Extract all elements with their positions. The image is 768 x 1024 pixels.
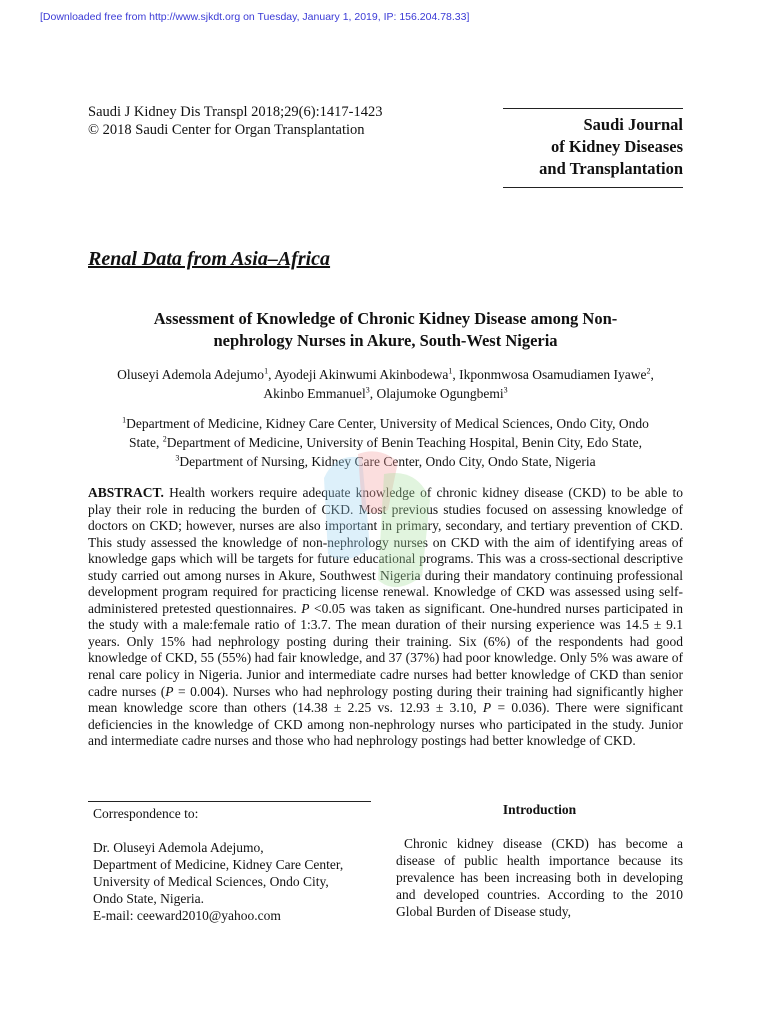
author-list [88,365,683,403]
affiliation-marker: 2 [646,366,651,376]
author-name: Oluseyi Ademola Adejumo [117,367,265,382]
affiliation-marker: 3 [175,453,180,463]
affiliation-text: Department of Nursing, Kidney Care Center, Ondo City, Ondo State, Nigeria [179,454,596,469]
affiliation-line [88,452,683,471]
affiliation-marker: 1 [264,366,269,376]
citation-line: Saudi J Kidney Dis Transpl 2018;29(6):1417-1423 [88,104,383,120]
correspondence-address-line: Department of Medicine, Kidney Care Center, [93,857,344,872]
correspondence-block [93,805,378,924]
abstract-text: <0.05 was taken as significant. One-hundred nurses participated in the study with a male:female ratio of 1:3.7. The mean duration of their nursing experience was 14.5 ± 9.1 years. Only 15% had nephrology posting during their training. Six (6%) of the respondents had good knowledge of CKD, 55 (55%) had fair knowledge, and 37 (37%) had poor knowledge. Only 5% was aware of renal care policy in Nigeria. Junior and intermediate cadre nurses had better knowledge of CKD than senior cadre nurses ( [88,600,683,699]
author-separator: , [650,367,654,382]
journal-name-line: and Transplantation [539,159,683,178]
article-title [88,308,683,352]
correspondence-heading: Correspondence to: [93,806,199,821]
affiliation-text: Department of Medicine, Kidney Care Center, University of Medical Sciences, Ondo City, Ondo [126,416,649,431]
affiliation-text: State, [129,435,163,450]
affiliation-list [88,414,683,471]
author-name: Akinbo Emmanuel [263,386,366,401]
correspondence-email: E-mail: ceeward2010@yahoo.com [93,908,281,923]
abstract-text: = 0.036). There were significant deficiencies in the knowledge of CKD among non-nephrology nurses who participated in the study. Junior and intermediate cadre nurses and those who had nephrology postings had better knowledge of CKD. [88,700,683,749]
correspondence-rule [88,801,371,802]
title-line: nephrology Nurses in Akure, South-West Nigeria [213,331,558,350]
correspondence-address-line: Ondo State, Nigeria. [93,891,204,906]
affiliation-line [88,414,683,433]
title-line: Assessment of Knowledge of Chronic Kidney Disease among Non- [153,309,618,328]
affiliation-marker: 2 [162,434,167,444]
abstract-text: Health workers require adequate knowledge of chronic kidney disease (CKD) to be able to play their role in reducing the burden of CKD. Most previous studies focused on assessing knowledge of doctors on CKD; however, nurses are also important in primary, secondary, and tertiary prevention of CKD. This study assessed the knowledge of non-nephrology nurses on CKD with the aim of identifying areas of knowledge gaps which will be targets for future educational programs. This was a cross-sectional descriptive study carried out among nurses in Akure, Southwest Nigeria during their mandatory continuing professional development program required for practicing license renewal. Knowledge of CKD was assessed using self-administered pretested questionnaires. [88,485,683,616]
abstract-label: ABSTRACT. [88,485,164,500]
abstract-text: = 0.004). Nurses who had nephrology posting during their training had significantly higher mean knowledge score than others (14.38 ± 2.25 vs. 12.93 ± 3.10, [88,683,683,716]
p-value-symbol: P [482,700,492,716]
p-value-symbol: P [165,683,174,699]
journal-name-line: of Kidney Diseases [551,137,683,156]
copyright-line: © 2018 Saudi Center for Organ Transplantation [88,122,365,138]
affiliation-marker: 3 [503,385,508,395]
affiliation-marker: 1 [448,366,453,376]
affiliation-marker: 3 [365,385,370,395]
affiliation-marker: 1 [122,415,127,425]
p-value-symbol: P [301,600,310,616]
author-line [88,384,683,403]
download-banner: [Downloaded free from http://www.sjkdt.org on Tuesday, January 1, 2019, IP: 156.204.78.33] [40,11,470,23]
author-name: , Ayodeji Akinwumi Akinbodewa [268,367,449,382]
journal-name [539,114,683,180]
introduction-text: Chronic kidney disease (CKD) has become a disease of public health importance because its prevalence has been increasing both in developing and developed countries. According to the 2010 Global Burden of Disease study, [396,836,683,919]
citation-block [88,103,382,139]
introduction-heading: Introduction [502,802,577,817]
author-name: , Olajumoke Ogungbemi [369,386,504,401]
author-name: , Ikponmwosa Osamudiamen Iyawe [452,367,647,382]
affiliation-text: Department of Medicine, University of Benin Teaching Hospital, Benin City, Edo State, [166,435,642,450]
author-line [88,365,683,384]
section-label: Renal Data from Asia–Africa [88,248,331,270]
journal-name-line: Saudi Journal [583,115,683,134]
affiliation-line [88,433,683,452]
abstract [88,485,683,750]
journal-rule-bottom [503,187,683,188]
correspondence-address-line: University of Medical Sciences, Ondo City, [93,874,329,889]
correspondence-name: Dr. Oluseyi Ademola Adejumo, [93,840,264,855]
journal-rule-top [503,108,683,109]
